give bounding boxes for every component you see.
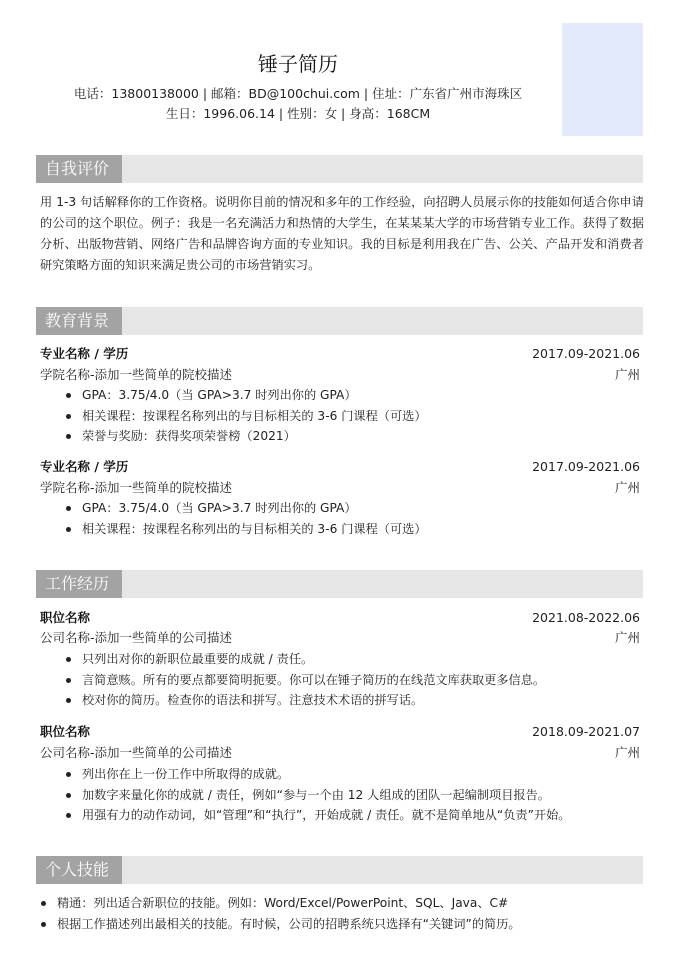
self-evaluation-text: 用 1-3 句话解释你的工作资格。说明你目前的情况和多年的工作经验，向招聘人员展示你的技能如何适合你申请的公司的这个职位。例子：我是一名充满活力和热情的大学生，在某某某大学的市场营销专业工作。获得了数据分析、出版物营销、网络广告和品牌咨询方面的专业知识。我的目标是利用我在广告、公关、产品开发和消费者研究策略方面的知识来满足贵公司的市场营销实习。 bbox=[40, 195, 644, 272]
work-position: 职位名称 bbox=[40, 724, 91, 739]
section-header-skills bbox=[36, 856, 643, 884]
work-entry-1-company-row bbox=[40, 628, 640, 648]
list-item: GPA：3.75/4.0（当 GPA>3.7 时列出你的 GPA） bbox=[64, 385, 427, 406]
work-entry-1-header bbox=[40, 608, 640, 628]
work-entry-2-bullets bbox=[64, 764, 571, 826]
list-item: 只列出对你的新职位最重要的成就 / 责任。 bbox=[64, 649, 545, 670]
education-school: 学院名称-添加一些简单的院校描述 bbox=[40, 480, 233, 495]
education-location: 广州 bbox=[614, 480, 640, 495]
section-title: 教育背景 bbox=[45, 311, 110, 330]
resume-name: 锤子简历 bbox=[258, 52, 338, 76]
education-entry-2-header bbox=[40, 457, 640, 477]
list-item: 荣誉与奖励：获得奖项荣誉榜（2021） bbox=[64, 426, 427, 447]
section-title: 个人技能 bbox=[45, 860, 110, 879]
education-major: 专业名称 / 学历 bbox=[40, 459, 129, 474]
education-entry-1-header bbox=[40, 344, 640, 364]
list-item: 相关课程：按课程名称列出的与目标相关的 3-6 门课程（可选） bbox=[64, 406, 427, 427]
education-entry-2-bullets bbox=[64, 498, 427, 539]
education-entry-1-bullets bbox=[64, 385, 427, 447]
work-position: 职位名称 bbox=[40, 610, 91, 625]
work-location: 广州 bbox=[614, 745, 640, 760]
work-date: 2018.09-2021.07 bbox=[532, 724, 640, 739]
section-header-education bbox=[36, 307, 643, 335]
education-entry-2-school-row bbox=[40, 478, 640, 498]
section-header-work-experience bbox=[36, 570, 643, 598]
work-date: 2021.08-2022.06 bbox=[532, 610, 640, 625]
skills-bullets bbox=[40, 893, 521, 934]
contact-line: 电话：13800138000 | 邮箱：BD@100chui.com | 住址：广东省广州市海珠区 bbox=[73, 86, 523, 101]
section-header-self-evaluation bbox=[36, 155, 643, 183]
work-entry-2-company-row bbox=[40, 743, 640, 763]
list-item: 校对你的简历。检查你的语法和拼写。注意技术术语的拼写话。 bbox=[64, 690, 545, 711]
personal-info-line: 生日：1996.06.14 | 性别：女 | 身高：168CM bbox=[165, 106, 431, 121]
section-title: 工作经历 bbox=[45, 574, 110, 593]
education-entry-1-school-row bbox=[40, 365, 640, 385]
work-company: 公司名称-添加一些简单的公司描述 bbox=[40, 745, 233, 760]
education-major: 专业名称 / 学历 bbox=[40, 346, 129, 361]
education-school: 学院名称-添加一些简单的院校描述 bbox=[40, 367, 233, 382]
list-item: 根据工作描述列出最相关的技能。有时候，公司的招聘系统只选择有“关键词”的简历。 bbox=[40, 914, 521, 935]
section-title: 自我评价 bbox=[45, 159, 110, 178]
education-location: 广州 bbox=[614, 367, 640, 382]
education-date: 2017.09-2021.06 bbox=[532, 459, 640, 474]
list-item: 言简意赅。所有的要点都要简明扼要。你可以在锤子简历的在线范文库获取更多信息。 bbox=[64, 670, 545, 691]
work-company: 公司名称-添加一些简单的公司描述 bbox=[40, 630, 233, 645]
list-item: 加数字来量化你的成就 / 责任，例如“参与一个由 12 人组成的团队一起编制项目报告。 bbox=[64, 785, 571, 806]
list-item: 列出你在上一份工作中所取得的成就。 bbox=[64, 764, 571, 785]
list-item: 相关课程：按课程名称列出的与目标相关的 3-6 门课程（可选） bbox=[64, 519, 427, 540]
list-item: GPA：3.75/4.0（当 GPA>3.7 时列出你的 GPA） bbox=[64, 498, 427, 519]
list-item: 用强有力的动作动词，如“管理”和“执行”，开始成就 / 责任。就不是简单地从“负责”开始。 bbox=[64, 805, 571, 826]
list-item: 精通：列出适合新职位的技能。例如：Word/Excel/PowerPoint、SQL、Java、C# bbox=[40, 893, 521, 914]
work-entry-1-bullets bbox=[64, 649, 545, 711]
work-entry-2-header bbox=[40, 722, 640, 742]
education-date: 2017.09-2021.06 bbox=[532, 346, 640, 361]
work-location: 广州 bbox=[614, 630, 640, 645]
